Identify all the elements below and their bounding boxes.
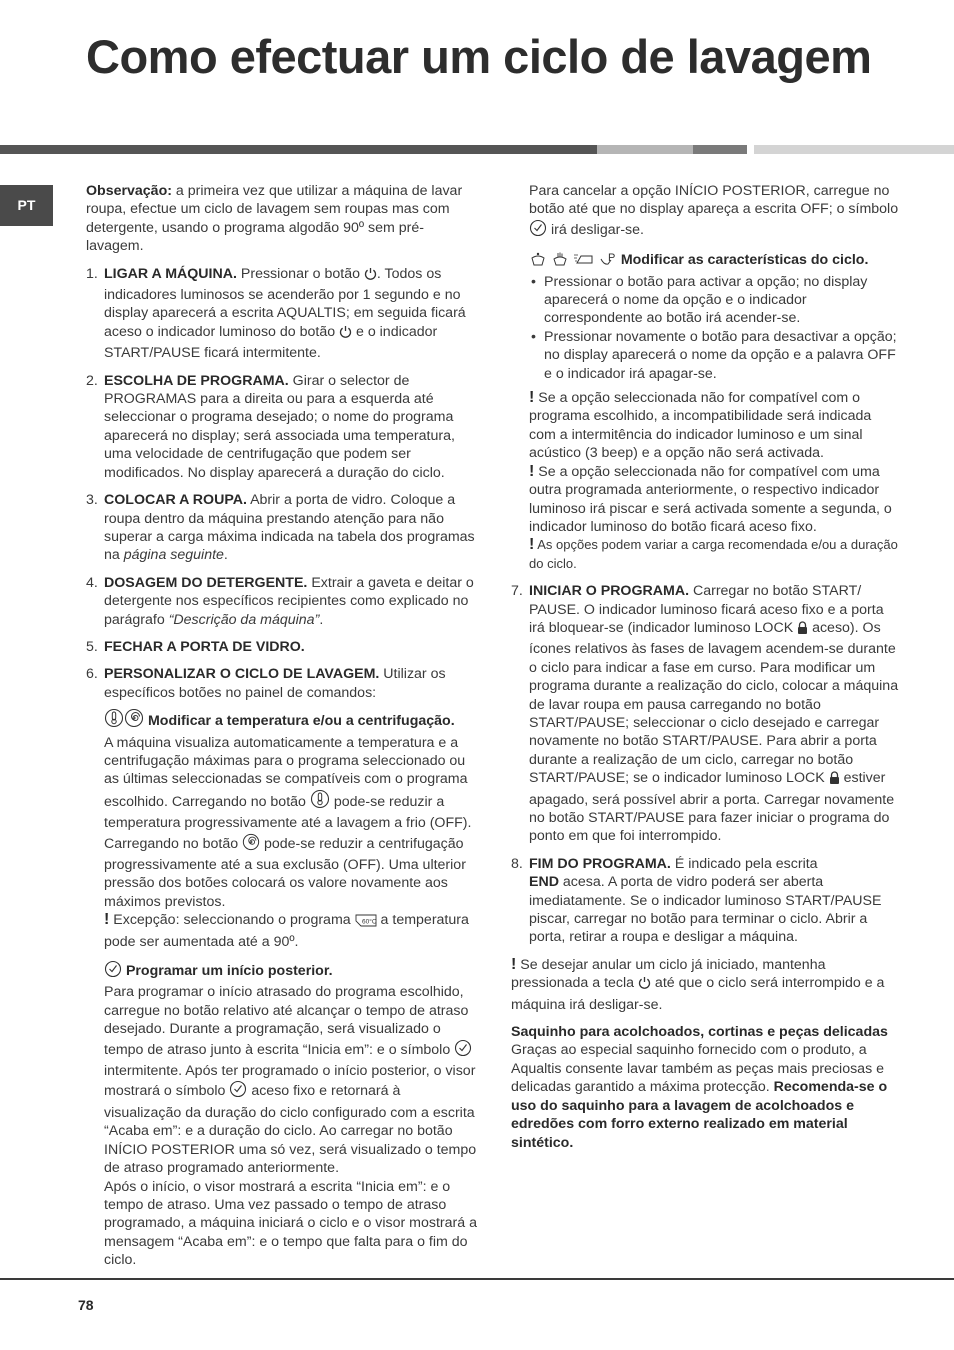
header-rule-gap: [747, 145, 754, 154]
warning-load: ! As opções podem variar a carga recomendada e/ou a duração do ciclo.: [529, 536, 898, 571]
temperature-exception: ! Excepção: seleccionando o programa 60°C a temperatura pode ser aumentada até a 90º.: [104, 911, 469, 950]
footer-rule: [0, 1278, 954, 1280]
warning-incompatible: ! Se a opção seleccionada não for compatível com o programa escolhido, a incompatibilidade será indicada com a intermitência do indicador luminoso e um sinal acústico (3 beep) e a opção não será activada.: [529, 389, 872, 462]
hand-wash-icon: [551, 251, 569, 272]
delay-start-icon: [454, 1039, 472, 1062]
bag-paragraph: Graças ao especial saquinho fornecido com o produto, a Aqualtis consente lavar também as peças mais preciosas e delicadas garantido a máxima protecção. Recomenda-se o uso do saquinho para a lavagem de acolchoados e edredões com forro externo realizado em material sintético.: [511, 1042, 888, 1151]
step-4: 4. DOSAGEM DO DETERGENTE. Extrair a gaveta e deitar o detergente nos específicos recipientes como explicado no parágrafo “Descrição da máquina”.: [86, 574, 474, 628]
easy-iron-icon: [573, 251, 595, 272]
lock-icon: [829, 771, 840, 790]
observation-paragraph: Observação: a primeira vez que utilizar a máquina de lavar roupa, efectue um ciclo de lavagem sem roupas mas com detergente, usando o programa algodão 90º sem pré-lavagem.: [86, 183, 463, 255]
power-icon: [638, 976, 651, 995]
step-2: 2. ESCOLHA DE PROGRAMA. Girar o selector de PROGRAMAS para a direita ou para a esquerda até seleccionar o programa desejado; o nome do programa aparecerá no display; será associada uma temperatura, uma velocidade de centrifugação que podem ser modificados. No display aparecerá a duração do ciclo.: [86, 372, 455, 481]
temperature-description: A máquina visualiza automaticamente a temperatura e a centrifugação máximas para o programa seleccionado ou as últimas seleccionadas se compatíveis com o programa escolhido. Carregando no botão pode-se reduzir a temperatura progressivamente até a lavagem a frio (OFF). Carregando no botão pode-se reduzir a centrifugação progressivamente até a sua exclusão (OFF). Uma ulterior pressão dos botões colocará os valore novamente aos máximos previstos.: [104, 734, 472, 910]
bag-heading: Saquinho para acolchoados, cortinas e peças delicadas: [511, 1024, 888, 1041]
delay-start-icon: [529, 219, 547, 242]
right-column: [511, 182, 899, 1152]
lock-icon: [797, 621, 808, 640]
step-1: 1. LIGAR A MÁQUINA. Pressionar o botão . Todos os indicadores luminosos se acenderão por 1 segundo e no display aparecerá a escrita AQUALTIS; em seguida ficará aceso o indicador luminoso do botão e o indicador START/PAUSE ficará intermitente.: [86, 265, 466, 362]
svg-text:P: P: [607, 252, 616, 265]
options-subheading: P Modificar as características do ciclo.: [529, 251, 899, 272]
prewash-icon: [529, 251, 547, 272]
step-7: 7. INICIAR O PROGRAMA. Carregar no botão START/ PAUSE. O indicador luminoso ficará aceso fixo e a porta irá bloquear-se (indicador luminoso LOCK aceso). Os ícones relativos às fases de lavagem acendem-se durante o ciclo para indicar a fase em curso. Para modificar um programa durante a realização do ciclo, colocar a máquina de lavar roupa em pausa carregando no botão START/PAUSE; seleccionar o ciclo desejado e carregar novamente no botão START/PAUSE. Para abrir a porta durante a realização de um ciclo, carregar no botão START/PAUSE; se o indicador luminoso LOCK estiver apagado, será possível abrir a porta. Carregar novamente no botão START/PAUSE para fazer iniciar o programa do ponto em que foi interrompido.: [511, 583, 899, 845]
spin-icon: [124, 708, 144, 733]
header-rule-segment: [597, 145, 693, 154]
power-icon: [339, 325, 352, 344]
step-5: 5. FECHAR A PORTA DE VIDRO.: [86, 638, 305, 655]
page-title: Como efectuar um ciclo de lavagem: [86, 30, 872, 83]
option-bullet: • Pressionar novamente o botão para desactivar a opção; no display aparecerá o nome da opção e a palavra OFF e o indicador irá apagar-se.: [531, 328, 897, 382]
delay-after-start: Após o início, o visor mostrará a escrita “Inicia em”: e o tempo de atraso. Uma vez passado o tempo de atraso programado, a máquina iniciará o ciclo e o visor mostrará a mensagem “Acaba em”: e o tempo que falta para o fim do ciclo.: [104, 1178, 477, 1269]
warning-previous: ! Se a opção seleccionada não for compatível com uma outra programada anteriormente, o respectivo indicador luminoso irá piscar e será activada somente a segunda, o indicador luminoso do botão ficará aceso fixo.: [529, 462, 892, 535]
step-3: 3. COLOCAR A ROUPA. Abrir a porta de vidro. Coloque a roupa dentro da máquina prestando atenção para não superar a carga máxima indicada na tabela dos programas na página seguinte.: [86, 492, 475, 564]
left-column: [86, 182, 478, 1279]
svg-text:60°C: 60°C: [361, 918, 377, 926]
delay-description: Para programar o início atrasado do programa escolhido, carregue no botão relativo até alcançar o tempo de atraso desejado. Durante a programação, será visualizado o tempo de atraso junto à escrita “Inicia em”: e o símbolo intermitente. Após ter programado o início posterior, o visor mostrará o símbolo aceso fixo e retornará à visualização da duração do ciclo configurado com a escrita “Acaba em”: e a duração do ciclo. Ao carregar no botão INÍCIO POSTERIOR uma só vez, será visualizado o tempo de atraso programado anteriormente.: [104, 984, 477, 1177]
header-rule: [0, 145, 597, 154]
stain-icon: [599, 251, 617, 272]
option-bullet: • Pressionar o botão para activar a opção; no display aparecerá o nome da opção e o indicador correspondente ao botão irá acender-se.: [531, 273, 868, 327]
delay-start-icon: [229, 1080, 247, 1103]
power-icon: [364, 267, 377, 286]
cancel-cycle-warning: ! Se desejar anular um ciclo já iniciado, mantenha pressionada a tecla até que o ciclo será interrompido e a máquina irá desligar-se.: [511, 955, 885, 1013]
spin-icon: [242, 833, 260, 856]
page-number: 78: [78, 1297, 94, 1313]
program-60-icon: [355, 914, 377, 932]
cancel-delay-paragraph: Para cancelar a opção INÍCIO POSTERIOR, carregue no botão até que no display apareça a escrita OFF; o símbolo irá desligar-se.: [529, 182, 899, 242]
step-8: 8. FIM DO PROGRAMA. É indicado pela escrita END acesa. A porta de vidro poderá ser aberta imediatamente. Se o indicador luminoso START/PAUSE piscar, carregar no botão para terminar o ciclo. Abrir a porta, retirar a roupa e desligar a máquina.: [511, 855, 882, 946]
header-rule-segment: [693, 145, 747, 154]
header-rule-segment: [754, 145, 954, 154]
temperature-subheading: Modificar a temperatura e/ou a centrifugação.: [104, 708, 478, 733]
temperature-icon: [104, 708, 124, 733]
step-6: 6. PERSONALIZAR O CICLO DE LAVAGEM. Utilizar os específicos botões no painel de comandos: Modificar a temperatura e/ou a centrifugação. A máquina visualiza automaticamente a temperatura e a centrifugação máximas para o programa seleccionado ou as últimas seleccionadas se compatíveis com o programa escolhido. Carregando no botão pode-se reduzir a temperatura progressivamente até a lavagem a frio (OFF). Carregando no botão pode-se reduzir a centrifugação progressivamente até a sua exclusão (OFF). Uma ulterior pressão dos botões colocará os valore novamente aos máximos previstos. ! Excepção: seleccionando o programa 60°C a temperatura pode ser aumentada até a 90º. Programar um início posterior. Para programar o início atrasado do programa escolhido, carregue no botão relativo até alcançar o tempo de atraso desejado. Durante a programação, será visualizado o tempo de atraso junto à escrita “Inicia em”: e o símbolo intermitente. Após ter programado o início posterior, o visor mostrará o símbolo aceso fixo e retornará à visualização da duração do ciclo configurado com a escrita “Acaba em”: e a duração do ciclo. Ao carregar no botão INÍCIO POSTERIOR uma só vez, será visualizado o tempo de atraso programado anteriormente. Após o início, o visor mostrará a escrita “Inicia em”: e o tempo de atraso. Uma vez passado o tempo de atraso programado, a máquina iniciará o ciclo e o visor mostrará a mensagem “Acaba em”: e o tempo que falta para o fim do ciclo.: [86, 666, 477, 1269]
delay-start-icon: [104, 960, 122, 983]
temperature-icon: [310, 789, 330, 814]
delay-subheading: Programar um início posterior.: [104, 960, 478, 983]
language-tab: PT: [0, 185, 53, 226]
